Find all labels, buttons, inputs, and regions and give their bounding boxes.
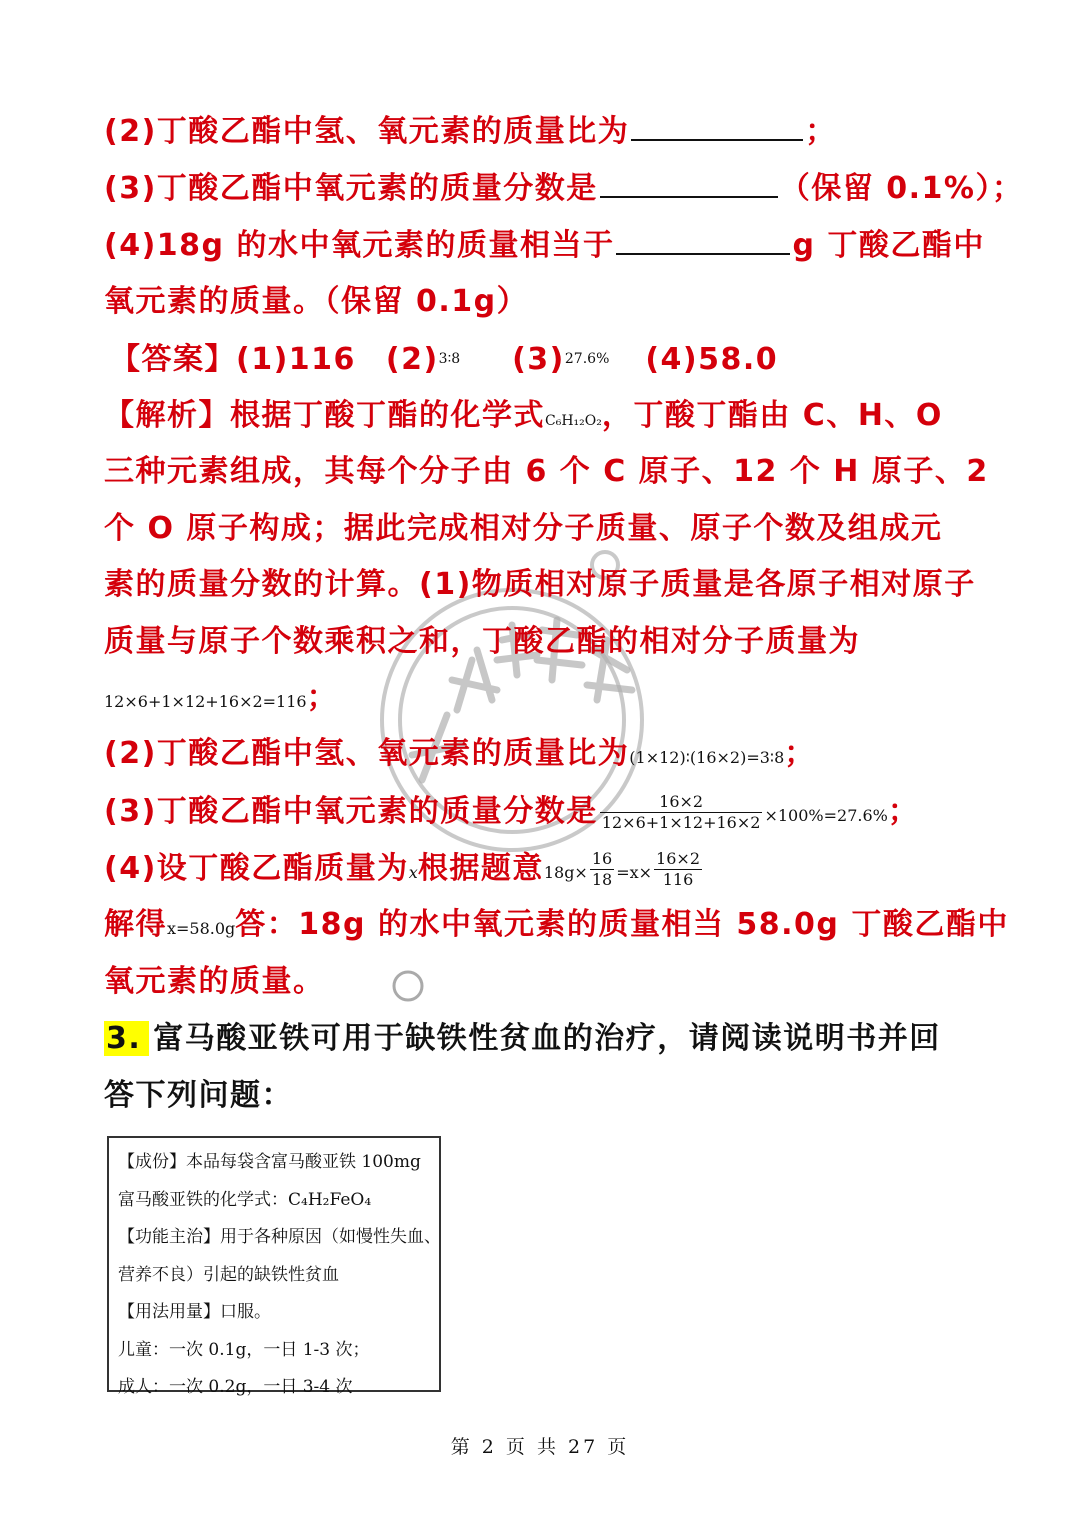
question-2-line: (2)丁酸乙酯中氢、氧元素的质量比为 ； (104, 114, 837, 149)
analysis-line-7: (2)丁酸乙酯中氢、氧元素的质量比为(1×12)∶(16×2)=3∶8； (104, 736, 816, 771)
answer-blank[interactable] (600, 172, 778, 198)
fraction: $\frac{16\times 2}{116}$ (656, 849, 700, 889)
instruction-line: 【功能主治】用于各种原因（如慢性失血、 (118, 1227, 441, 1247)
analysis-line-11: 氧元素的质量。 (104, 964, 325, 999)
analysis-line-4: 素的质量分数的计算。(1)物质相对原子质量是各原子相对原子 (104, 567, 976, 602)
question-4-line: (4)18g 的水中氧元素的质量相当于 g 丁酸乙酯中 (104, 228, 985, 263)
answer-blank[interactable] (616, 229, 790, 255)
question-4-line2: 氧元素的质量。（保留 0.1g） (104, 284, 529, 319)
answer-blank[interactable] (631, 115, 803, 141)
instruction-line: 富马酸亚铁的化学式：C₄H₂FeO₄ (118, 1189, 372, 1210)
instruction-line: 儿童：一次 0.1g，一日 1-3 次； (118, 1339, 370, 1360)
analysis-line-2: 三种元素组成，其每个分子由 6 个 C 原子、12 个 H 原子、2 (104, 454, 989, 489)
analysis-line-6: 12×6+1×12+16×2=116； (104, 680, 339, 715)
question-3-heading: 3. 富马酸亚铁可用于缺铁性贫血的治疗，请阅读说明书并回 (106, 1021, 941, 1056)
stamp-small-circle (390, 968, 426, 1004)
medicine-instructions-box (107, 1136, 441, 1397)
instruction-line: 【成份】本品每袋含富马酸亚铁 100mg (118, 1152, 421, 1172)
page-footer: 第 2 页 共 27 页 (450, 1436, 630, 1458)
question-number-highlight: 3. (104, 1021, 149, 1056)
answer-line: 【答案】(1)116 $(2)^{3∶8}$ $(3)^{27.6\%}$ (4)58.0 (110, 342, 779, 377)
instruction-line: 营养不良）引起的缺铁性贫血 (118, 1264, 339, 1285)
fraction: $\frac{16}{18}$ (591, 849, 613, 889)
analysis-line-1: 【解析】根据丁酸丁酯的化学式C₆H₁₂O₂，丁酸丁酯由 C、H、O (104, 398, 943, 433)
analysis-line-8: (3)丁酸乙酯中氧元素的质量分数是 $\frac{16\times 2}{12\times 6+1\times 12+16\times 2}$ ×100%=27.6%； (104, 792, 920, 832)
instruction-line: 成人：一次 0.2g，一日 3-4 次 (118, 1377, 353, 1397)
question-3-heading-line2: 答下列问题： (104, 1078, 293, 1113)
analysis-line-10: 解得x=58.0g答：18g 的水中氧元素的质量相当 58.0g 丁酸乙酯中 (104, 907, 1009, 942)
analysis-line-9: (4)设丁酸乙酯质量为x根据题意18g× $\frac{16}{18}$ =x× $\frac{16\times 2}{116}$ (104, 849, 700, 889)
instruction-line: 【用法用量】口服。 (118, 1302, 271, 1322)
fraction: $\frac{16\times 2}{12\times 6+1\times 12+16\times 2}$ (601, 792, 761, 832)
analysis-line-3: 个 O 原子构成；据此完成相对分子质量、原子个数及组成元 (104, 511, 943, 546)
question-3-line: (3)丁酸乙酯中氧元素的质量分数是 （保留 0.1%）； (104, 171, 1024, 206)
analysis-line-5: 质量与原子个数乘积之和，丁酸乙酯的相对分子质量为 (104, 624, 860, 659)
